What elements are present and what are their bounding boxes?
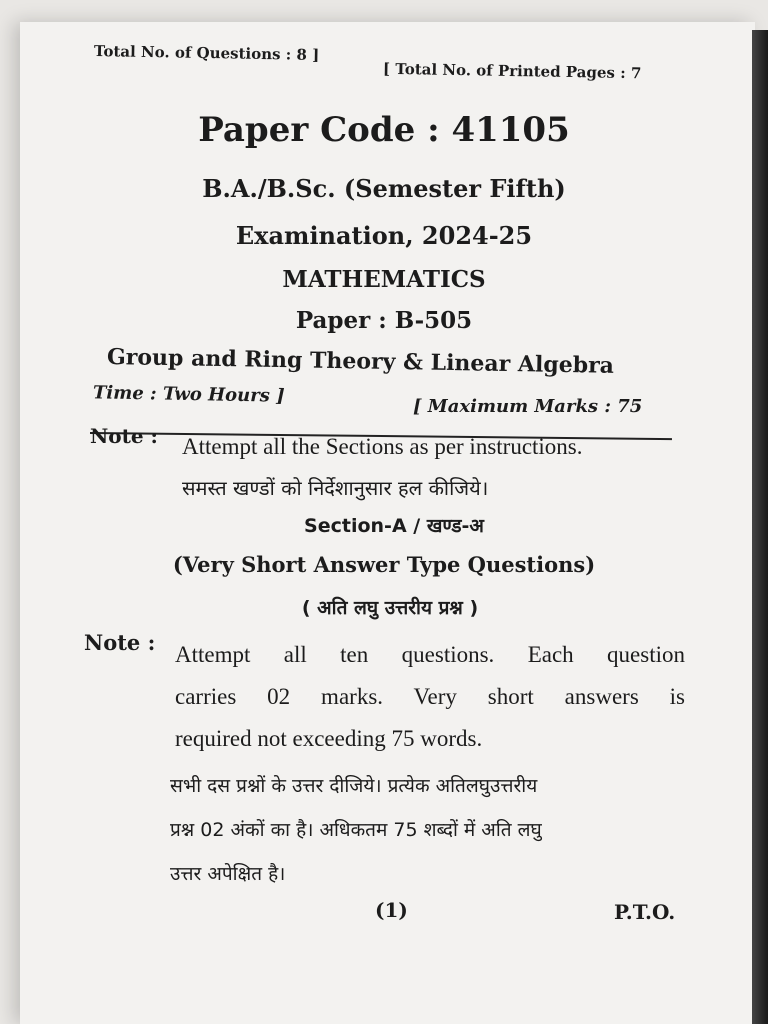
section-type-english: (Very Short Answer Type Questions) <box>172 552 596 577</box>
paper-number: Paper : B-505 <box>295 307 473 334</box>
total-questions: Total No. of Questions : 8 ] <box>93 42 320 64</box>
paper-code: Paper Code : 41105 <box>198 110 570 150</box>
pto-marker: P.T.O. <box>614 900 676 924</box>
note2-hindi-line-3: उत्तर अपेक्षित है। <box>170 863 286 885</box>
note2-label: Note : <box>84 630 156 655</box>
note2-hindi-line-1: सभी दस प्रश्नों के उत्तर दीजिये। प्रत्येक अतिलघुउत्तरीय <box>170 775 538 797</box>
subject-title: MATHEMATICS <box>282 266 486 293</box>
note1-text-hindi: समस्त खण्डों को निर्देशानुसार हल कीजिये। <box>182 476 489 500</box>
course-title: B.A./B.Sc. (Semester Fifth) <box>202 174 566 203</box>
paper-title: Group and Ring Theory & Linear Algebra <box>106 344 615 379</box>
note2-hindi-line-2: प्रश्न 02 अंकों का है। अधिकतम 75 शब्दों में अति लघु <box>170 819 542 841</box>
total-pages: [ Total No. of Printed Pages : 7 <box>382 59 642 83</box>
section-type-hindi: ( अति लघु उत्तरीय प्रश्न ) <box>301 597 479 619</box>
note1-text-english: Attempt all the Sections as per instructions. <box>182 434 583 459</box>
exam-year: Examination, 2024-25 <box>235 221 533 250</box>
exam-time: Time : Two Hours ] <box>92 382 285 407</box>
page-number: (1) <box>375 898 408 922</box>
note2-line-1: Attempt all ten questions. Each question <box>175 642 685 667</box>
section-title: Section-A / खण्ड-अ <box>304 515 484 537</box>
maximum-marks: [ Maximum Marks : 75 <box>413 396 643 417</box>
note2-line-2: carries 02 marks. Very short answers is <box>175 684 685 709</box>
note2-line-3: required not exceeding 75 words. <box>175 726 483 751</box>
note1-label: Note : <box>90 424 158 448</box>
